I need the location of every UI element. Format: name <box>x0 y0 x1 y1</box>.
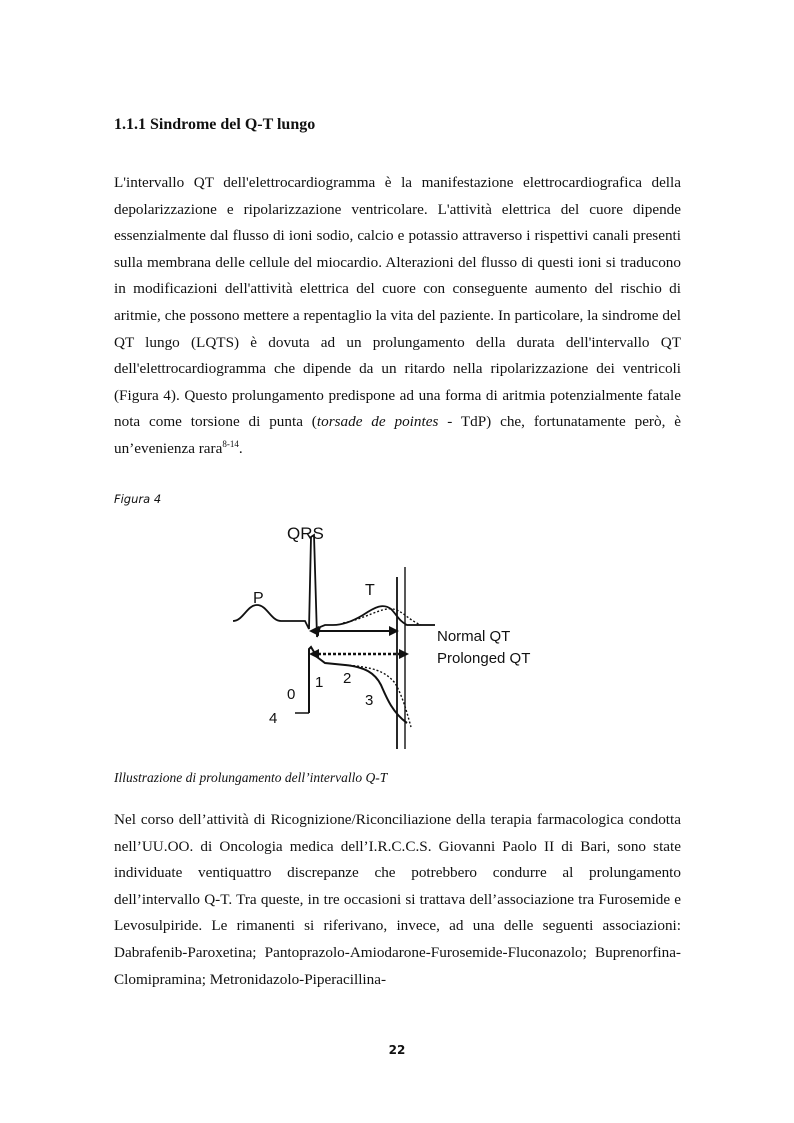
paragraph-qt-intro <box>114 170 681 463</box>
figure-caption: Illustrazione di prolungamento dell’intervallo Q-T <box>114 770 388 785</box>
prolonged-qt-arrowhead-right <box>399 649 409 659</box>
paragraph-qt-intro-end: . <box>238 439 243 457</box>
label-phase-3: 3 <box>365 692 374 709</box>
section-heading: 1.1.1 Sindrome del Q-T lungo <box>114 116 316 133</box>
paragraph-qt-intro-italic: torsade de pointes <box>316 413 439 431</box>
paragraph-discrepancies: Nel corso dell’attività di Ricognizione/Riconciliazione della terapia farmacologica condotta nell’UU.OO. di Oncologia medica dell’I.R.C.C.S. Giovanni Paolo II di Bari, sono state individuate ventiquattro discrepanze che potrebbero condurre al prolungamento dell’intervallo Q-T. Tra queste, in tre occasioni si trattava dell’associazione tra Furosemide e Levosulpiride. Le rimanenti si riferivano, invece, ad una delle seguenti associazioni: Dabrafenib-Paroxetina; Pantoprazolo-Amiodarone-Furosemide-Fluconazolo; Buprenorfina-Clomipramina; Metronidazolo-Piperacillina- <box>114 811 681 988</box>
citation-superscript: 8-14 <box>222 438 239 449</box>
label-normal-qt: Normal QT <box>437 628 511 645</box>
label-t: T <box>365 582 375 599</box>
label-qrs: QRS <box>287 524 324 543</box>
label-prolonged-qt: Prolonged QT <box>437 650 531 667</box>
page-number: 22 <box>388 1043 406 1057</box>
prolonged-t-wave <box>343 609 421 625</box>
label-phase-1: 1 <box>315 674 324 691</box>
action-potential-trace <box>309 647 407 723</box>
paragraph-qt-intro-text: L'intervallo QT dell'elettrocardiogramma è la manifestazione elettrocardiografica della depolarizzazione e ripolarizzazione ventricolare. L'attività elettrica del cuore dipende essenzialmente dal flusso di ioni sodio, calcio e potassio attraverso i rispettivi canali presenti sulla membrana delle cellule del miocardio. Alterazioni del flusso di questi ioni si traducono in modificazioni dell'attività elettrica del cuore con conseguente aumento del rischio di aritmie, che possono mettere a repentaglio la vita del paziente. In particolare, la sindrome del QT lungo (LQTS) è dovuta ad un prolungamento della durata dell'intervallo QT dell'elettrocardiogramma che dipende da un ritardo nella ripolarizzazione dei ventricoli (Figura 4). Questo prolungamento predispone ad una forma di aritmia potenzialmente fatale nota come torsione di punta ( <box>114 174 681 431</box>
figure-label: Figura 4 <box>114 492 162 506</box>
label-phase-2: 2 <box>343 670 352 687</box>
label-phase-0: 0 <box>287 686 296 703</box>
qt-interval-figure <box>225 517 575 757</box>
label-phase-4: 4 <box>269 710 278 727</box>
normal-qt-arrowhead-left <box>309 626 319 636</box>
qt-interval-diagram <box>225 517 575 757</box>
label-p: P <box>253 590 264 607</box>
paragraph-qt-intro-after-italic: - TdP) che, fortunatamente però, è un’evenienza rara <box>114 413 681 457</box>
